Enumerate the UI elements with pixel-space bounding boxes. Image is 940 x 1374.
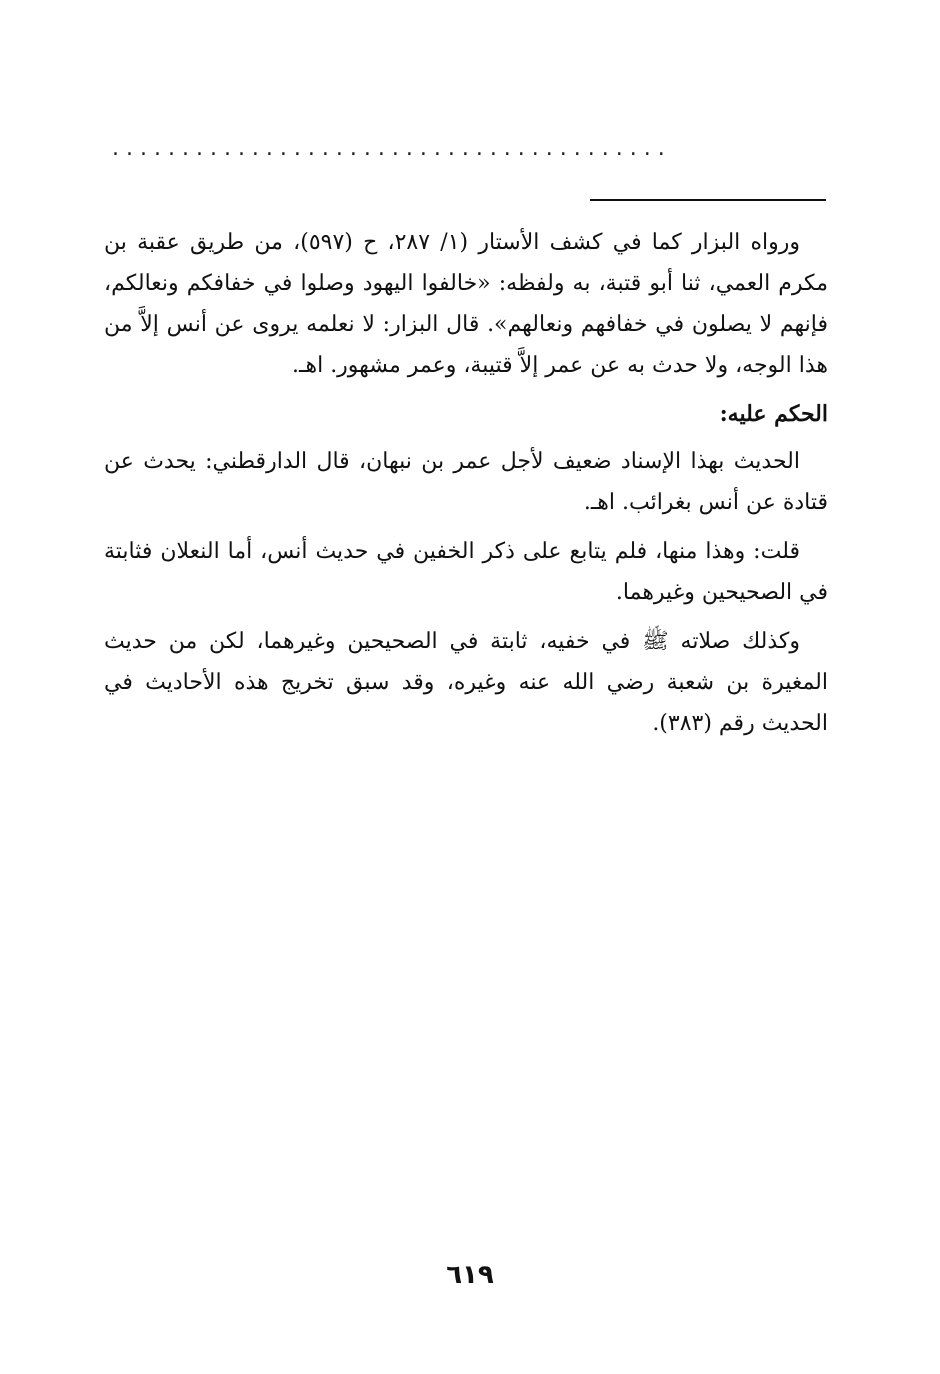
footnote-rule <box>590 199 826 201</box>
ruling-paragraph-2: قلت: وهذا منها، فلم يتابع على ذكر الخفين في حديث أنس، أما النعلان فثابتة في الصحيحين وغيرهما. <box>104 539 828 605</box>
separator-dots: ........................................ <box>112 136 672 161</box>
page-number: ٦١٩ <box>446 1260 494 1290</box>
ruling-heading: الحكم عليه: <box>719 401 828 427</box>
footnote-paragraph: ورواه البزار كما في كشف الأستار (١/ ٢٨٧، ح (٥٩٧)، من طريق عقبة بن مكرم العمي، ثنا أبو قتبة، به ولفظه: «خالفوا اليهود وصلوا في خفافكم ونعالكم، فإنهم لا يصلون في خفافهم ونعالهم». قال البزار: لا نعلمه يروى عن أنس إلاَّ من هذا الوجه، ولا حدث به عن عمر إلاَّ قتيبة، وعمر مشهور. اهـ. <box>104 230 828 378</box>
ruling-paragraph-1: الحديث بهذا الإسناد ضعيف لأجل عمر بن نبهان، قال الدارقطني: يحدث عن قتادة عن أنس بغرائب. اهـ. <box>104 449 828 515</box>
ruling-paragraph-3: وكذلك صلاته ﷺ في خفيه، ثابتة في الصحيحين وغيرهما، لكن من حديث المغيرة بن شعبة رضي الله عنه وغيره، وقد سبق تخريج هذه الأحاديث في الحديث رقم (٣٨٣). <box>104 629 828 736</box>
page-body <box>104 222 828 752</box>
